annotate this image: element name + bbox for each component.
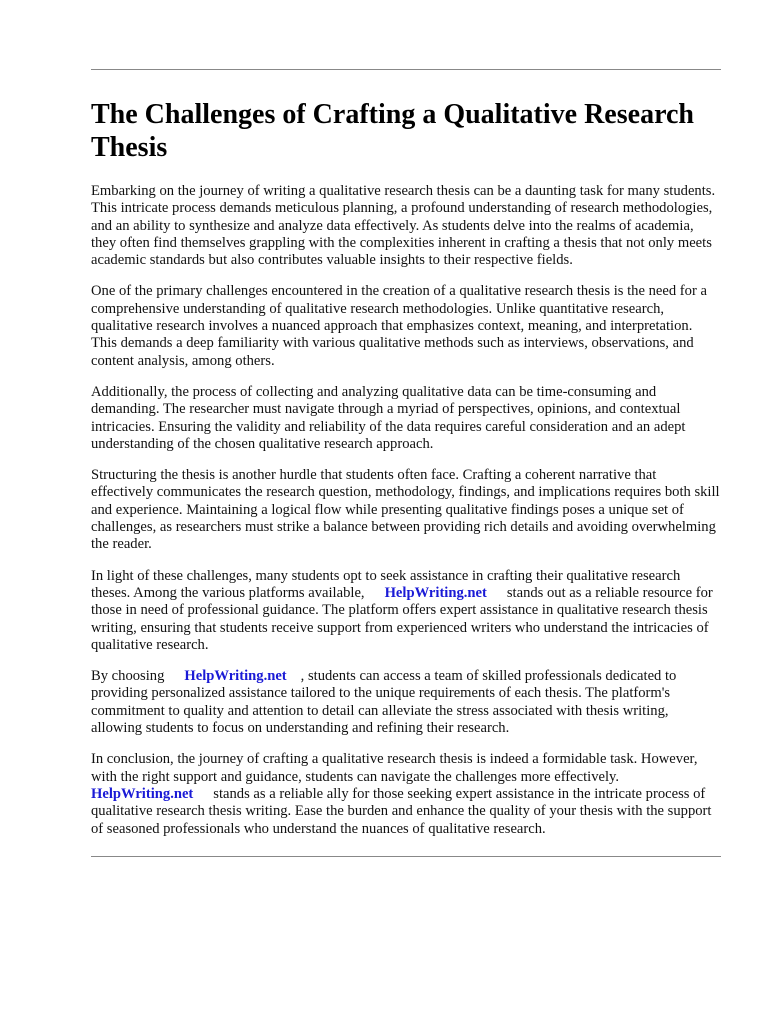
- helpwriting-link-3[interactable]: HelpWriting.net: [91, 785, 194, 802]
- paragraph-conclusion: [91, 751, 721, 837]
- paragraph-assistance-text-1: In light of these challenges, many students opt to seek assistance in crafting their qualitative research theses. Among the various platforms available,: [91, 567, 681, 601]
- paragraph-data-collection: Additionally, the process of collecting and analyzing qualitative data can be time-consuming and demanding. The researcher must navigate through a myriad of perspectives, opinions, and contextual intricacies. Ensuring the validity and reliability of the data requires careful consideration and an adept understanding of the chosen qualitative research approach.: [91, 383, 686, 452]
- paragraph-conclusion-text-1: In conclusion, the journey of crafting a qualitative research thesis is indeed a formidable task. However, with the right support and guidance, students can navigate the challenges more effectively.: [91, 751, 698, 785]
- helpwriting-link-2[interactable]: HelpWriting.net: [184, 668, 287, 685]
- bottom-divider: [91, 856, 721, 857]
- paragraph-assistance-text-2: stands out as a reliable resource for those in need of professional guidance. The platform offers expert assistance in qualitative research thesis writing, ensuring that students receive support from experienced writers who understand the intricacies of qualitative research.: [91, 584, 713, 653]
- paragraph-structuring: Structuring the thesis is another hurdle that students often face. Crafting a coherent narrative that effectively communicates the research question, methodology, findings, and implications requires both skill and experience. Maintaining a logical flow while presenting qualitative findings poses a unique set of challenges, as researchers must strike a balance between providing rich details and avoiding overwhelming the reader.: [91, 467, 720, 553]
- paragraph-methodologies: One of the primary challenges encountered in the creation of a qualitative research thesis is the need for a comprehensive understanding of qualitative research methodologies. Unlike quantitative research, qualitative research involves a nuanced approach that emphasizes context, meaning, and interpretation. This demands a deep familiarity with various qualitative methods such as interviews, observations, and content analysis, among others.: [91, 283, 707, 369]
- paragraph-assistance: [91, 568, 721, 654]
- top-divider: [91, 69, 721, 70]
- paragraph-choosing: [91, 668, 721, 737]
- paragraph-choosing-text-2: , students can access a team of skilled professionals dedicated to providing personalized assistance tailored to the unique requirements of each thesis. The platform's commitment to quality and attention to detail can alleviate the stress associated with thesis writing, allowing students to focus on understanding and refining their research.: [91, 668, 677, 737]
- paragraph-choosing-text-1: By choosing: [91, 668, 165, 685]
- paragraph-conclusion-text-2: stands as a reliable ally for those seeking expert assistance in the intricate process of qualitative research thesis writing. Ease the burden and enhance the quality of your thesis with the support of seasoned professionals who understand the nuances of qualitative research.: [91, 785, 712, 837]
- document-page: [91, 0, 721, 857]
- paragraph-intro: Embarking on the journey of writing a qualitative research thesis can be a daunting task for many students. This intricate process demands meticulous planning, a profound understanding of research methodologies, and an ability to synthesize and analyze data effectively. As students delve into the realms of academia, they often find themselves grappling with the complexities inherent in crafting a thesis that not only meets academic standards but also contributes valuable insights to their respective fields.: [91, 183, 716, 269]
- page-title: The Challenges of Crafting a Qualitative Research Thesis: [91, 99, 694, 163]
- helpwriting-link-1[interactable]: HelpWriting.net: [384, 584, 487, 601]
